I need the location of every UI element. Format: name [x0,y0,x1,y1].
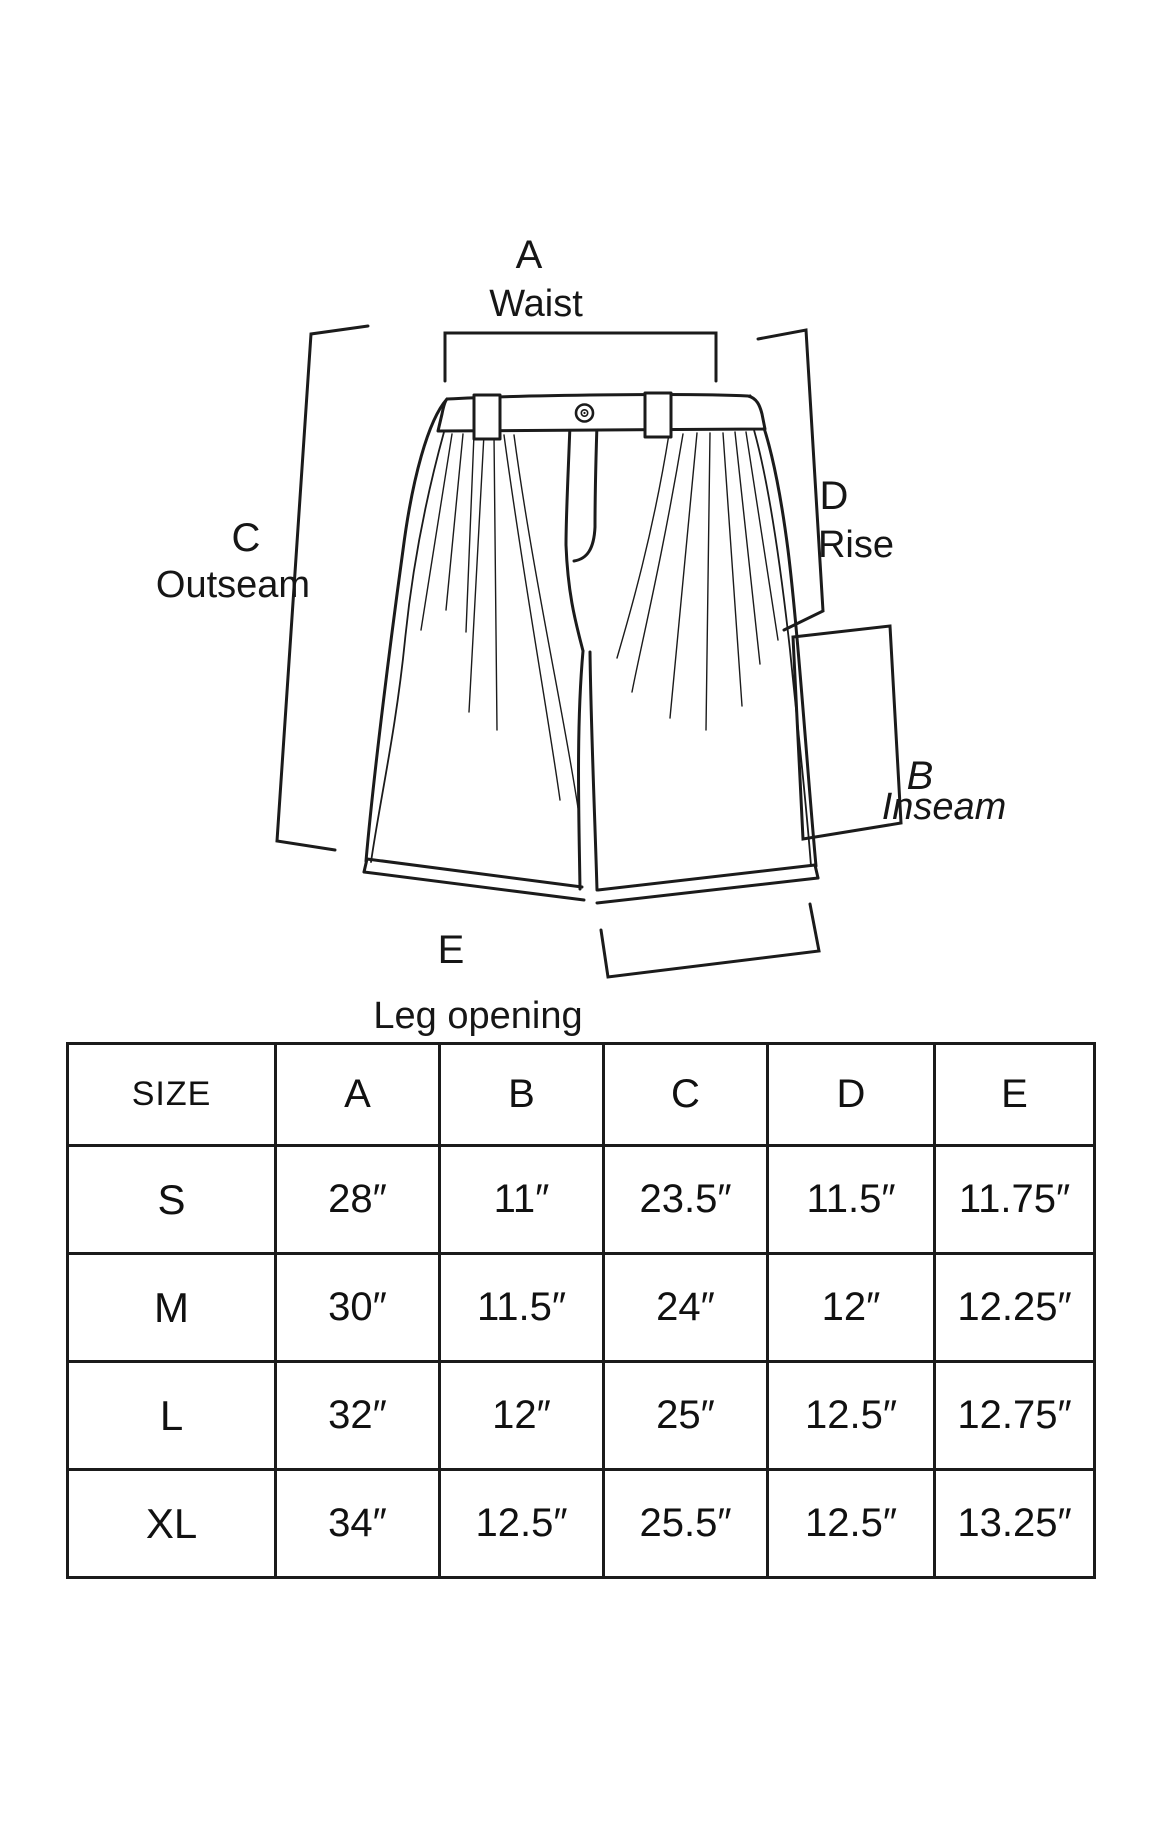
value-cell: 12″ [768,1254,935,1362]
side-seam-lines [371,430,811,866]
label-e-letter: E [437,928,465,972]
belt-loop-right [645,393,671,437]
value-cell: 30″ [276,1254,440,1362]
value-cell: 12.75″ [935,1362,1095,1470]
value-cell: 11.5″ [768,1146,935,1254]
label-a-letter: A [515,233,543,277]
value-cell: 34″ [276,1470,440,1578]
label-e-name: Leg opening [373,995,583,1037]
value-cell: 25″ [604,1362,768,1470]
size-label: S [68,1146,276,1254]
table-row [68,1470,1095,1578]
pleat-lines [421,432,778,808]
header-a: A [276,1044,440,1146]
value-cell: 11″ [440,1146,604,1254]
waist-measure-bracket [445,333,716,381]
label-c-name: Outseam [155,564,311,606]
size-label: M [68,1254,276,1362]
size-label: XL [68,1470,276,1578]
leg-opening-measure-bracket [601,904,819,977]
label-c-letter: C [231,516,261,560]
label-b-name: Inseam [881,786,1007,828]
value-cell: 28″ [276,1146,440,1254]
table-header-row [68,1044,1095,1146]
belt-loop-left [474,395,500,439]
value-cell: 12.5″ [440,1470,604,1578]
value-cell: 12.5″ [768,1470,935,1578]
table-row [68,1254,1095,1362]
header-e: E [935,1044,1095,1146]
label-b-letter: B [906,754,934,798]
value-cell: 11.5″ [440,1254,604,1362]
label-d-name: Rise [817,524,895,566]
value-cell: 23.5″ [604,1146,768,1254]
value-cell: 11.75″ [935,1146,1095,1254]
fly-seam [566,395,598,651]
header-c: C [604,1044,768,1146]
size-table [66,1042,1096,1579]
size-label: L [68,1362,276,1470]
header-size: SIZE [68,1044,276,1146]
waist-button [576,405,593,422]
header-b: B [440,1044,604,1146]
header-d: D [768,1044,935,1146]
table-row [68,1146,1095,1254]
label-d-letter: D [819,474,849,518]
leg-hems [364,859,818,903]
shorts-illustration [364,393,818,903]
value-cell: 13.25″ [935,1470,1095,1578]
table-row [68,1362,1095,1470]
value-cell: 25.5″ [604,1470,768,1578]
value-cell: 12.5″ [768,1362,935,1470]
label-a-name: Waist [489,283,583,325]
value-cell: 12″ [440,1362,604,1470]
value-cell: 12.25″ [935,1254,1095,1362]
value-cell: 32″ [276,1362,440,1470]
value-cell: 24″ [604,1254,768,1362]
